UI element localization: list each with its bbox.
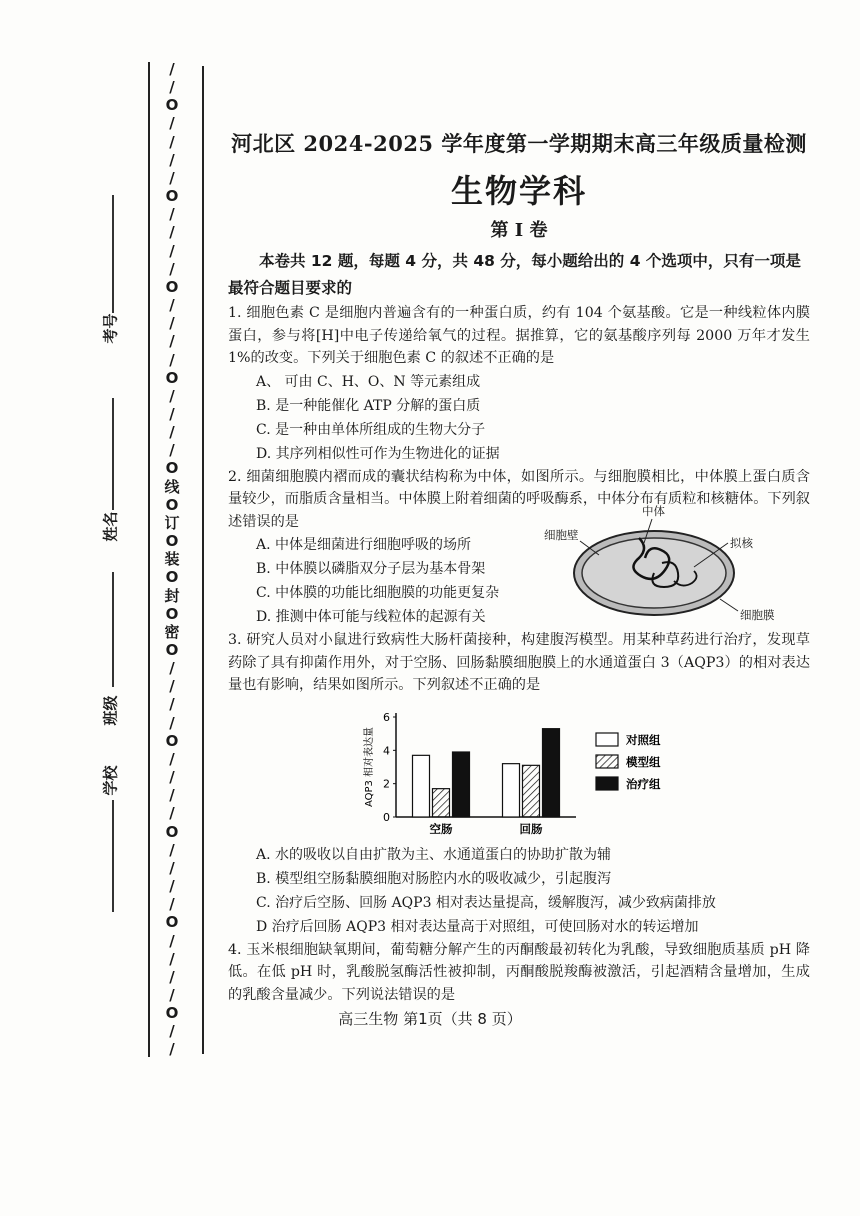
- bar-white: [503, 763, 520, 816]
- option-c: C. 是一种由单体所组成的生物大分子: [256, 421, 486, 438]
- option-list: [228, 843, 810, 939]
- binding-line-outer: [148, 62, 150, 1057]
- binding-margin: [0, 0, 215, 1216]
- seal-char: /: [169, 1040, 175, 1059]
- question-stem: 4. 玉米根细胞缺氧期间，葡萄糖分解产生的丙酮酸最初转化为乳酸，导致细胞质基质 pH 降低。在低 pH 时，乳酸脱氢酶活性被抑制，丙酮酸脱羧酶被激活，引起酒精含量增加，生成的乳酸含量减少。下列说法错误的是: [228, 941, 810, 1003]
- seal-char: /: [169, 241, 175, 260]
- page-footer: 高三生物 第1页（共 8 页）: [338, 1010, 522, 1028]
- name-field[interactable]: [112, 398, 114, 510]
- option-d: D 治疗后回肠 AQP3 相对表达量高于对照组，可使回肠对水的转运增加: [256, 918, 699, 935]
- seal-char: /: [169, 386, 175, 405]
- seal-char: /: [169, 114, 175, 133]
- seal-char: /: [169, 78, 175, 97]
- seal-char: 封: [164, 586, 180, 605]
- seal-char: /: [169, 314, 175, 333]
- exam-no-field[interactable]: [112, 195, 114, 313]
- legend-swatch: [596, 755, 618, 768]
- y-tick-label: 2: [383, 777, 390, 791]
- exam-page-content: [228, 128, 810, 1006]
- seal-char: /: [169, 332, 175, 351]
- option-b: B. 模型组空肠黏膜细胞对肠腔内水的吸收减少，引起腹泻: [256, 870, 612, 887]
- legend-swatch: [596, 733, 618, 746]
- seal-char: /: [169, 296, 175, 315]
- seal-char: 装: [164, 550, 180, 569]
- option-a: A. 中体是细菌进行细胞呼吸的场所: [256, 537, 472, 553]
- subject-title: 生物学科: [450, 172, 587, 210]
- seal-char: /: [169, 259, 175, 278]
- seal-char: /: [169, 423, 175, 442]
- seal-char: O: [165, 459, 179, 478]
- seal-char: /: [169, 168, 175, 187]
- seal-char: /: [169, 895, 175, 914]
- aqp3-bar-chart: [356, 707, 696, 837]
- binding-line-inner: [202, 66, 204, 1054]
- option-list: [228, 370, 810, 466]
- seal-char: O: [165, 277, 179, 296]
- option-d: D. 推测中体可能与线粒体的起源有关: [256, 609, 486, 625]
- question-4: [228, 939, 810, 1007]
- label-nucleoid: 拟核: [730, 536, 753, 550]
- seal-char: O: [165, 96, 179, 115]
- bar-black: [453, 752, 470, 817]
- seal-char: O: [165, 913, 179, 932]
- seal-char: /: [169, 60, 175, 78]
- seal-char: 线: [164, 477, 180, 496]
- seal-char: /: [169, 877, 175, 896]
- seal-char: /: [169, 749, 175, 768]
- seal-char: /: [169, 1022, 175, 1041]
- seal-char: O: [165, 731, 179, 750]
- legend-label: 治疗组: [626, 776, 661, 791]
- question-stem: 1. 细胞色素 C 是细胞内普遍含有的一种蛋白质，约有 104 个氨基酸。它是一种线粒体内膜蛋白，参与将[H]中电子传递给氧气的过程。据推算，它的氨基酸序列每 2000 万年才发生 1%的改变。下列关于细胞色素 C 的叙述不正确的是: [228, 305, 810, 366]
- seal-char: /: [169, 768, 175, 787]
- seal-char: /: [169, 713, 175, 732]
- option-a: A. 水的吸收以自由扩散为主、水通道蛋白的协助扩散为辅: [256, 846, 612, 863]
- seal-char: /: [169, 858, 175, 877]
- exam-no-label: 考号: [101, 313, 120, 344]
- class-field[interactable]: [112, 572, 114, 687]
- y-axis-label: AQP3 相对表达量: [364, 726, 375, 807]
- class-label: 班级: [101, 695, 120, 726]
- seal-char: /: [169, 695, 175, 714]
- seal-char: /: [169, 677, 175, 696]
- legend-swatch: [596, 777, 618, 790]
- label-mesosome: 中体: [642, 504, 665, 518]
- category-label: 空肠: [429, 821, 453, 836]
- legend-label: 对照组: [626, 732, 661, 747]
- y-tick-label: 0: [383, 810, 390, 824]
- seal-char: /: [169, 931, 175, 950]
- label-cell-wall: 细胞壁: [544, 528, 579, 542]
- question-stem: 3. 研究人员对小鼠进行致病性大肠杆菌接种，构建腹泻模型。用某种草药进行治疗，发现草药除了具有抑菌作用外，对于空肠、回肠黏膜细胞膜上的水通道蛋白 3（AQP3）的相对表达量也有影响，结果如图所示。下列叙述不正确的是: [228, 632, 810, 693]
- seal-char: /: [169, 404, 175, 423]
- seal-char: /: [169, 441, 175, 460]
- bar-black: [543, 728, 560, 816]
- question-stem: 2. 细菌细胞膜内褶而成的囊状结构称为中体，如图所示。与细胞膜相比，中体膜上蛋白质含量较少，而脂质含量相当。中体膜上附着细菌的呼吸酶系，中体分布有质粒和核糖体。下列叙述错误的是: [228, 468, 810, 530]
- seal-char: /: [169, 840, 175, 859]
- seal-char: O: [165, 495, 179, 514]
- label-cell-membrane: 细胞膜: [740, 608, 775, 622]
- seal-char: /: [169, 949, 175, 968]
- seal-char: 密: [164, 622, 180, 641]
- school-field[interactable]: [112, 800, 114, 912]
- seal-char: O: [165, 187, 179, 206]
- name-label: 姓名: [101, 511, 120, 542]
- option-a: A、 可由 C、H、O、N 等元素组成: [256, 373, 481, 390]
- bacterium-figure: [544, 503, 814, 621]
- option-b: B. 是一种能催化 ATP 分解的蛋白质: [256, 397, 481, 414]
- seal-char: /: [169, 786, 175, 805]
- option-c: C. 治疗后空肠、回肠 AQP3 相对表达量提高，缓解腹泻，减少致病菌排放: [256, 894, 716, 911]
- bar-white: [413, 755, 430, 817]
- seal-char: /: [169, 223, 175, 242]
- school-label: 学校: [101, 765, 120, 796]
- y-tick-label: 4: [383, 743, 390, 757]
- instructions: 本卷共 12 题，每题 4 分，共 48 分，每小题给出的 4 个选项中，只有一项是最符合题目要求的: [228, 252, 801, 297]
- seal-char: /: [169, 150, 175, 169]
- bar-hatched: [433, 788, 450, 816]
- category-label: 回肠: [519, 821, 543, 836]
- seal-char: O: [165, 822, 179, 841]
- option-d: D. 其序列相似性可作为生物进化的证据: [256, 445, 500, 462]
- seal-char: /: [169, 659, 175, 678]
- seal-char: O: [165, 568, 179, 587]
- seal-char: O: [165, 532, 179, 551]
- binding-seal-characters: [155, 62, 189, 1057]
- seal-char: O: [165, 641, 179, 659]
- seal-char: O: [165, 604, 179, 623]
- question-2-body: [228, 504, 810, 629]
- seal-char: /: [169, 804, 175, 823]
- seal-char: O: [165, 1004, 179, 1023]
- question-2: [228, 466, 810, 630]
- seal-char: /: [169, 350, 175, 369]
- volume-title: 第 I 卷: [490, 220, 548, 241]
- exam-title: 河北区 2024-2025 学年度第一学期期末高三年级质量检测: [231, 131, 807, 156]
- seal-char: O: [165, 368, 179, 387]
- option-c: C. 中体膜的功能比细胞膜的功能更复杂: [256, 585, 500, 601]
- option-b: B. 中体膜以磷脂双分子层为基本骨架: [256, 561, 486, 577]
- seal-char: /: [169, 205, 175, 224]
- legend-label: 模型组: [626, 754, 661, 769]
- seal-char: /: [169, 967, 175, 986]
- question-3: [228, 629, 810, 939]
- seal-char: 订: [164, 513, 180, 532]
- bar-hatched: [523, 765, 540, 817]
- seal-char: /: [169, 132, 175, 151]
- question-1: [228, 302, 810, 466]
- seal-char: /: [169, 985, 175, 1004]
- y-tick-label: 6: [383, 710, 390, 724]
